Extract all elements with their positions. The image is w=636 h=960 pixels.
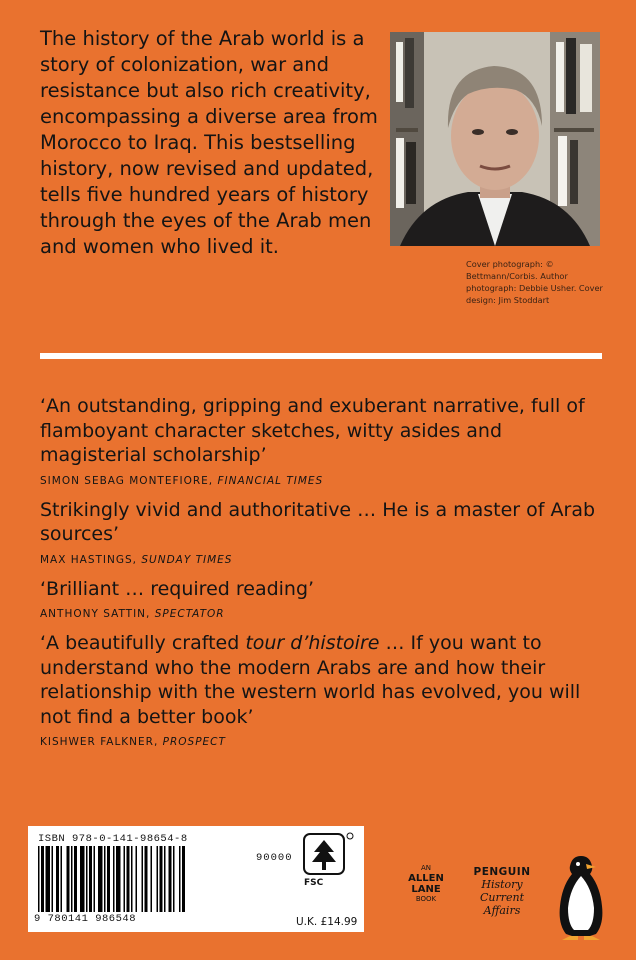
barcode-bar bbox=[157, 846, 159, 912]
review-author: MAX HASTINGS, bbox=[40, 553, 138, 566]
fsc-label: FSC bbox=[304, 878, 324, 888]
allen-lane-imprint bbox=[403, 864, 449, 904]
barcode-bar bbox=[38, 846, 40, 912]
barcode-bar bbox=[80, 846, 85, 912]
barcode-bar bbox=[71, 846, 73, 912]
review-source bbox=[40, 553, 600, 567]
imprint-lane: LANE bbox=[411, 884, 441, 895]
review-source bbox=[40, 474, 600, 488]
photo-credits: Cover photograph: © Bettmann/Corbis. Author photograph: Debbie Usher. Cover design: Jim Stoddart bbox=[466, 259, 603, 305]
barcode-bar bbox=[127, 846, 130, 912]
penguin-series-line2: Current Affairs bbox=[479, 891, 525, 917]
barcode-digits: 9 780141 986548 bbox=[34, 913, 137, 925]
review-publication: SUNDAY TIMES bbox=[141, 553, 233, 566]
barcode-bar bbox=[145, 846, 148, 912]
reviews-section bbox=[40, 394, 600, 759]
review-author: ANTHONY SATTIN, bbox=[40, 608, 151, 620]
barcode-bar bbox=[131, 846, 133, 912]
barcode-bar bbox=[182, 846, 185, 912]
barcode-bar bbox=[86, 846, 88, 912]
barcode-bar bbox=[56, 846, 59, 912]
barcode-bar bbox=[142, 846, 144, 912]
penguin-imprint bbox=[462, 866, 542, 917]
review-publication: PROSPECT bbox=[162, 736, 226, 748]
review-quote-italic: tour d’histoire bbox=[245, 632, 380, 654]
review-item bbox=[40, 631, 600, 749]
review-source bbox=[40, 607, 600, 621]
barcode-bar bbox=[113, 846, 115, 912]
review-quote-end: … If you want to understand who the modern Arabs are and how their relationship with the western world has evolved, you will not find a better book’ bbox=[40, 632, 581, 728]
barcode-bar bbox=[89, 846, 92, 912]
isbn-text: ISBN 978-0-141-98654-8 bbox=[38, 833, 188, 845]
price: U.K. £14.99 bbox=[296, 916, 358, 928]
review-item bbox=[40, 394, 600, 488]
barcode-bar bbox=[173, 846, 175, 912]
barcode-bar bbox=[164, 846, 166, 912]
imprint-allen: ALLEN bbox=[408, 873, 444, 884]
ean-barcode bbox=[38, 846, 244, 912]
review-publication: FINANCIAL TIMES bbox=[217, 474, 324, 487]
author-photo bbox=[390, 32, 600, 246]
barcode-bar bbox=[124, 846, 126, 912]
penguin-series-line1: History bbox=[481, 878, 523, 891]
barcode-bar bbox=[94, 846, 96, 912]
divider-rule bbox=[40, 353, 602, 359]
barcode-bar bbox=[151, 846, 153, 912]
barcode-bar bbox=[61, 846, 63, 912]
penguin-name: PENGUIN bbox=[473, 866, 531, 878]
barcode-bar bbox=[136, 846, 138, 912]
barcode-bar bbox=[160, 846, 163, 912]
back-cover-blurb: The history of the Arab world is a story of colonization, war and resistance but also rich creativity, encompassing a diverse area from Morocco to Iraq. This bestselling history, now revised and updated, tells five hundred years of history through the eyes of the Arab men and women who lived it. bbox=[40, 27, 378, 258]
fsc-tree-icon bbox=[296, 830, 356, 880]
barcode-bar bbox=[52, 846, 54, 912]
review-publication: SPECTATOR bbox=[154, 608, 225, 620]
barcode-bar bbox=[169, 846, 172, 912]
barcode-bar bbox=[46, 846, 51, 912]
barcode-bar bbox=[104, 846, 106, 912]
barcode-bar bbox=[107, 846, 110, 912]
barcode-box bbox=[28, 826, 364, 932]
review-author: KISHWER FALKNER, bbox=[40, 736, 159, 748]
review-quote: ‘Brilliant … required reading’ bbox=[40, 577, 315, 600]
review-item bbox=[40, 498, 600, 567]
review-quote: Strikingly vivid and authoritative … He is a master of Arab sources’ bbox=[40, 498, 596, 545]
review-quote bbox=[40, 631, 600, 729]
barcode-bar bbox=[41, 846, 44, 912]
barcode-bar bbox=[116, 846, 121, 912]
review-source bbox=[40, 735, 600, 749]
review-item bbox=[40, 577, 600, 622]
barcode-bar bbox=[179, 846, 181, 912]
review-quote: ‘An outstanding, gripping and exuberant narrative, full of flamboyant character sketches, witty asides and magisterial scholarship’ bbox=[40, 395, 585, 466]
barcode-bar bbox=[74, 846, 77, 912]
penguin-logo-icon bbox=[556, 852, 606, 940]
review-quote-start: ‘A beautifully crafted bbox=[40, 632, 246, 654]
barcode-bar bbox=[98, 846, 103, 912]
barcode-bar bbox=[67, 846, 70, 912]
imprint-an: AN bbox=[420, 864, 432, 872]
price-code: 90000 bbox=[256, 852, 293, 864]
imprint-book: BOOK bbox=[415, 895, 437, 903]
review-author: SIMON SEBAG MONTEFIORE, bbox=[40, 474, 214, 487]
